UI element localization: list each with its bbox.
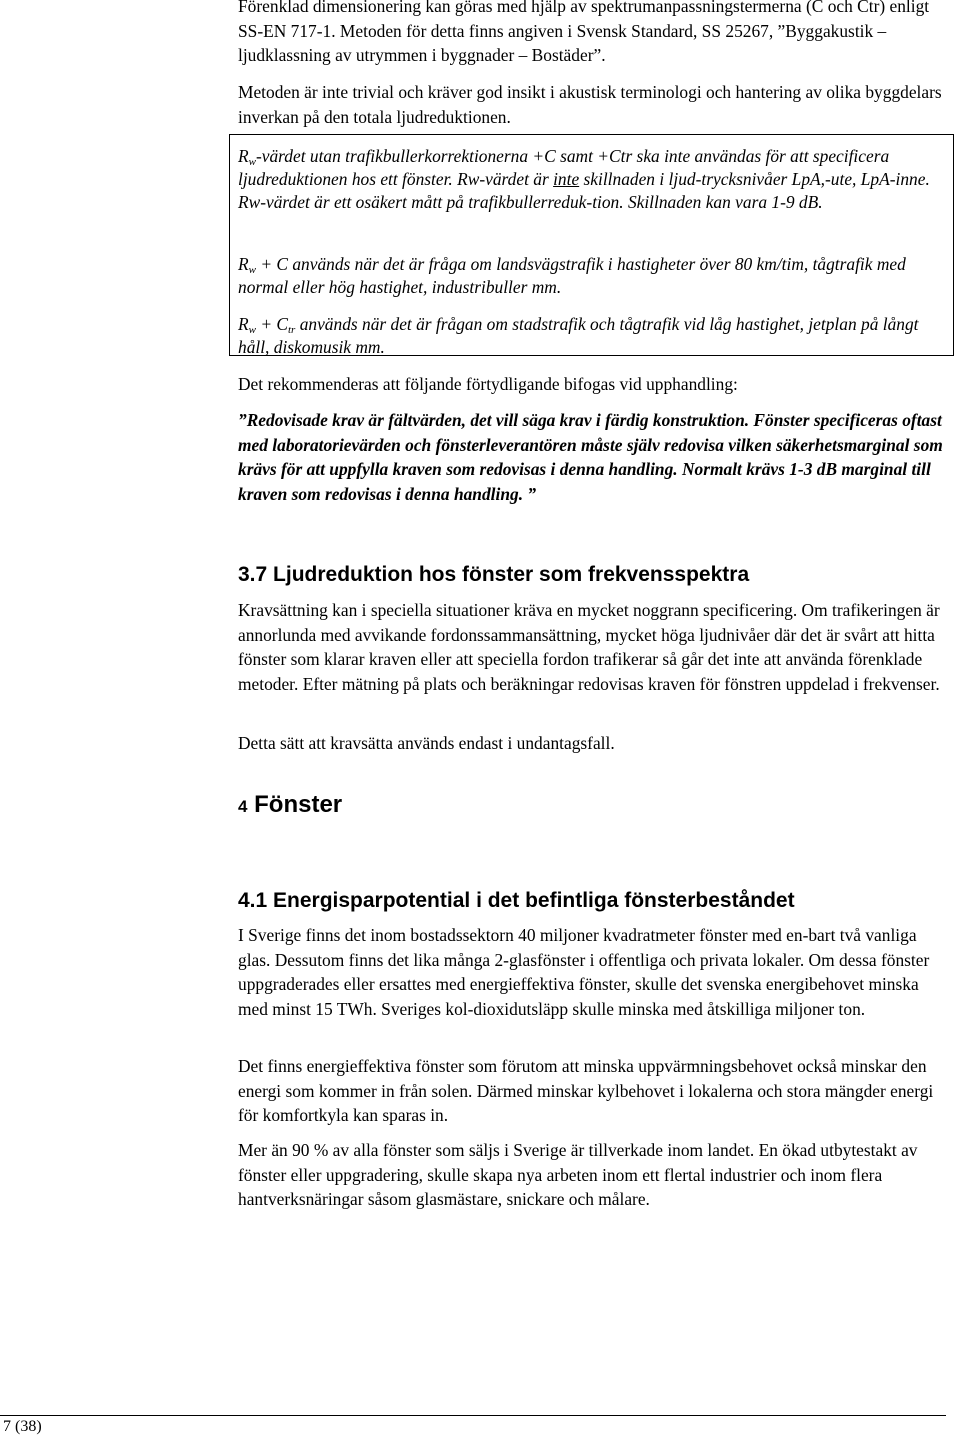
paragraph-sweden-windows: I Sverige finns det inom bostadssektorn 40 miljoner kvadratmeter fönster med en-bart två vanliga glas. Dessutom finns det lika många 2-glasfönster i offentliga och privata lokaler. Om dessa fönster uppgraderades eller ersattes med energieffektiva fönster, skulle det svenska energibehovet minska med minst 15 TWh. Sveriges kol-dioxidutsläpp skulle minska med åtskilliga miljoner ton. bbox=[238, 925, 930, 1019]
paragraph-method: Metoden är inte trivial och kräver god insikt i akustisk terminologi och hantering av olika byggdelars inverkan på den totala ljudreduktionen. bbox=[238, 82, 942, 127]
ctr-subscript: tr bbox=[288, 324, 296, 336]
paragraph-spectra: Kravsättning kan i speciella situationer kräva en mycket noggrann specificering. Om trafikeringen är annorlunda med avvikande fordonssammansättning, mycket höga ljudnivåer där det är svårt att hitta fönster som klarar kraven eller att speciella fordon trafikerar så går det inte att använda förenklade metoder. Efter mätning på plats och beräkningar redovisas kraven för fönstren uppdelad i frekvenser. bbox=[238, 600, 940, 694]
quote-requirement: ”Redovisade krav är fältvärden, det vill säga krav i färdig konstruktion. Fönster specificeras oftast med laboratorievärden och fönsterleverantören måste själv redovisa vilken säkerhetsmarginal som krävs för att uppfylla kraven som redovisas i denna handling. Normalt krävs 1-3 dB marginal till kraven som redovisas i denna handling. ” bbox=[238, 410, 943, 504]
paragraph-recommendation: Det rekommenderas att följande förtydligande bifogas vid upphandling: bbox=[238, 374, 738, 394]
note-paragraph-rw bbox=[238, 145, 950, 215]
note-rw-c-text: + C används när det är fråga om landsvägstrafik i hastigheter över 80 km/tim, tågtrafik med normal eller hög hastighet, industribuller mm. bbox=[238, 254, 906, 298]
paragraph-intro: Förenklad dimensionering kan göras med hjälp av spektrumanpassningstermerna (C och Ctr) enligt SS-EN 717-1. Metoden för detta finns angiven i Svensk Standard, SS 25267, ”Byggakustik – ljudklassning av utrymmen i byggnader – Bostäder”. bbox=[238, 0, 930, 66]
paragraph-manufacturing: Mer än 90 % av alla fönster som säljs i Sverige är tillverkade inom landet. En ökad utbytestakt av fönster eller uppgradering, skulle skapa nya arbeten inom ett flertal industrier och inom flera hantverksnäringar såsom glasmästare, snickare och målare. bbox=[238, 1140, 918, 1210]
rw-c-subscript: w bbox=[248, 264, 256, 276]
heading-3-7: 3.7 Ljudreduktion hos fönster som frekvensspektra bbox=[238, 563, 750, 586]
heading-4-1: 4.1 Energisparpotential i det befintliga fönsterbeståndet bbox=[238, 889, 795, 912]
heading-4-text: Fönster bbox=[254, 791, 343, 818]
note-text-b: skillnaden i ljud-trycksnivåer LpA,-ute, LpA-inne. Rw-värdet är ett osäkert mått på trafikbullerreduk-tion. Skillnaden kan vara 1-9 dB. bbox=[238, 169, 930, 213]
rw-ctr-c: + C bbox=[255, 314, 288, 334]
note-paragraph-rw-c bbox=[238, 253, 950, 299]
note-underlined-word: inte bbox=[553, 169, 580, 190]
heading-4 bbox=[238, 790, 342, 822]
paragraph-energy-windows: Det finns energieffektiva fönster som förutom att minska uppvärmningsbehovet också minskar den energi som kommer in från solen. Därmed minskar kylbehovet i lokalerna och stora mängder energi för komfortkyla kan sparas in. bbox=[238, 1056, 934, 1126]
heading-4-number: 4 bbox=[238, 797, 248, 816]
note-paragraph-rw-ctr bbox=[238, 313, 950, 359]
page-number: 7 (38) bbox=[3, 1418, 42, 1435]
rw-ctr-subscript: w bbox=[248, 324, 256, 336]
rw-ctr-r: R bbox=[238, 314, 249, 334]
rw-subscript: w bbox=[248, 156, 256, 168]
rw-r: R bbox=[238, 146, 249, 166]
rw-c-r: R bbox=[238, 254, 249, 274]
paragraph-exception: Detta sätt att kravsätta används endast i undantagsfall. bbox=[238, 733, 615, 753]
note-text-a: -värdet utan trafikbullerkorrektionerna +C samt +Ctr ska inte användas för att specificera ljudreduktionen hos ett fönster. Rw-värdet är bbox=[238, 146, 890, 190]
note-rw-ctr-text: används när det är frågan om stadstrafik och tågtrafik vid låg hastighet, jetplan på långt håll, diskomusik mm. bbox=[238, 314, 919, 358]
footer-rule bbox=[0, 1415, 946, 1416]
